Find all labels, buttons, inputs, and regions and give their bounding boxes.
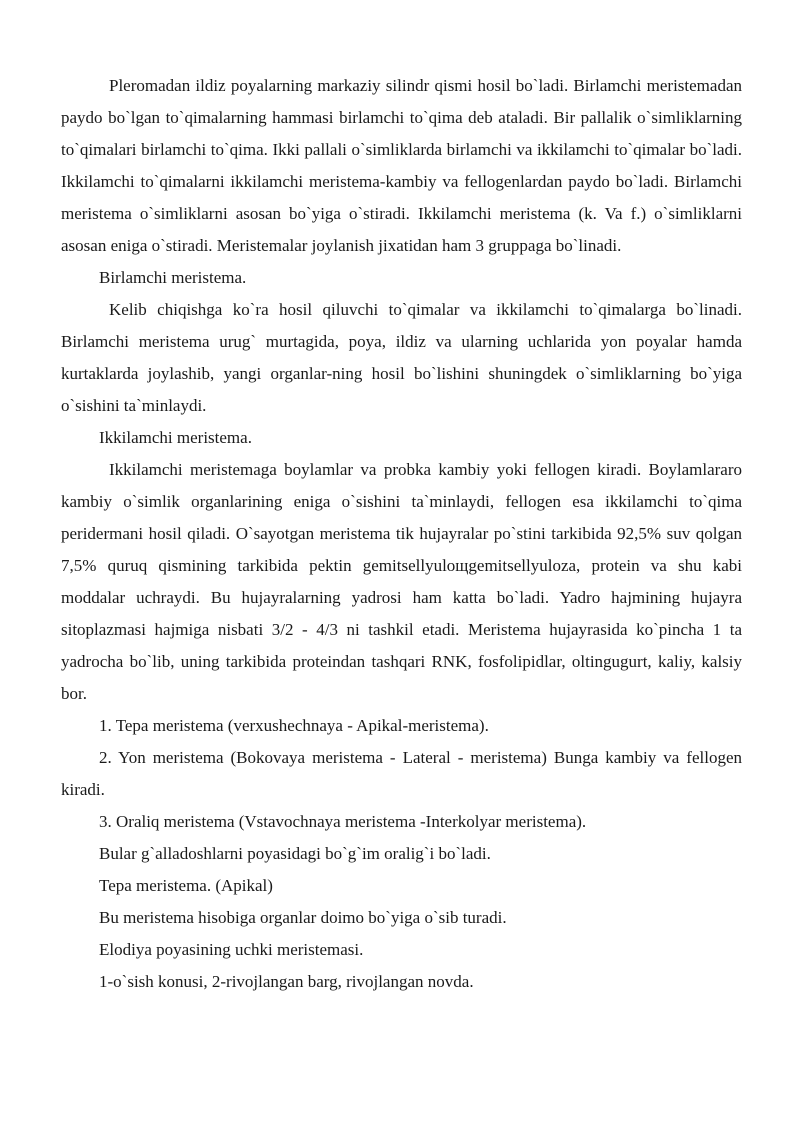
paragraph-bular: Bular g`alladoshlarni poyasidagi bo`g`im oralig`i bo`ladi. [99, 844, 491, 863]
heading-tepa-meristema: Tepa meristema. (Apikal) [99, 876, 273, 895]
paragraph-pleroma: Pleromadan ildiz poyalarning markaziy silindr qismi hosil bo`ladi. Birlamchi meristemadan paydo bo`lgan to`qimalarning hammasi birlamchi to`qima deb ataladi. Bir pallalik o`simliklarning to`qimalari birlamchi to`qima. Ikki pallali o`simliklarda birlamchi va ikkilamchi to`qimalar bo`ladi. Ikkilamchi to`qimalarni ikkilamchi meristema-kambiy va fellogenlardan paydo bo`ladi. Birlamchi meristema o`simliklarni asosan bo`yiga o`stiradi. Ikkilamchi meristema (k. Va f.) o`simliklarni asosan eniga o`stiradi. Meristemalar joylanish jixatidan ham 3 gruppaga bo`linadi. [61, 76, 742, 255]
paragraph-bu-meristema: Bu meristema hisobiga organlar doimo bo`yiga o`sib turadi. [99, 908, 507, 927]
list-item-oraliq-meristema: 3. Oraliq meristema (Vstavochnaya meristema -Interkolyar meristema). [99, 812, 587, 831]
list-item-yon-meristema: 2. Yon meristema (Bokovaya meristema - Lateral - meristema) Bunga kambiy va fellogen kiradi. [61, 748, 742, 799]
paragraph-elodiya: Elodiya poyasining uchki meristemasi. [99, 940, 364, 959]
heading-ikkilamchi-meristema: Ikkilamchi meristema. [99, 428, 252, 447]
paragraph-figure-legend: 1-o`sish konusi, 2-rivojlangan barg, rivojlangan novda. [99, 972, 474, 991]
heading-birlamchi-meristema: Birlamchi meristema. [99, 268, 247, 287]
list-item-tepa-meristema: 1. Tepa meristema (verxushechnaya - Apikal-meristema). [99, 716, 489, 735]
document-page [61, 70, 742, 998]
paragraph-birlamchi: Kelib chiqishga ko`ra hosil qiluvchi to`qimalar va ikkilamchi to`qimalarga bo`linadi. Birlamchi meristema urug` murtagida, poya, ildiz va ularning uchlarida yon poyalar hamda kurtaklarda joylashib, yangi organlar-ning hosil bo`lishini shuningdek o`simliklarning bo`yiga o`sishini ta`minlaydi. [61, 300, 742, 415]
paragraph-ikkilamchi: Ikkilamchi meristemaga boylamlar va probka kambiy yoki fellogen kiradi. Boylamlararo kambiy o`simlik organlarining eniga o`sishini ta`minlaydi, fellogen esa ikkilamchi to`qima peridermani hosil qiladi. O`sayotgan meristema tik hujayralar po`stini tarkibida 92,5% suv qolgan 7,5% quruq qismining tarkibida pektin gemitsellyuloщgemitsellyuloza, protein va shu kabi moddalar uchraydi. Bu hujayralarning yadrosi ham katta bo`ladi. Yadro hajmining hujayra sitoplazmasi hajmiga nisbati 3/2 - 4/3 ni tashkil etadi. Meristema hujayrasida ko`pincha 1 ta yadrocha bo`lib, uning tarkibida proteindan tashqari RNK, fosfolipidlar, oltingugurt, kaliy, kalsiy bor. [61, 460, 742, 703]
